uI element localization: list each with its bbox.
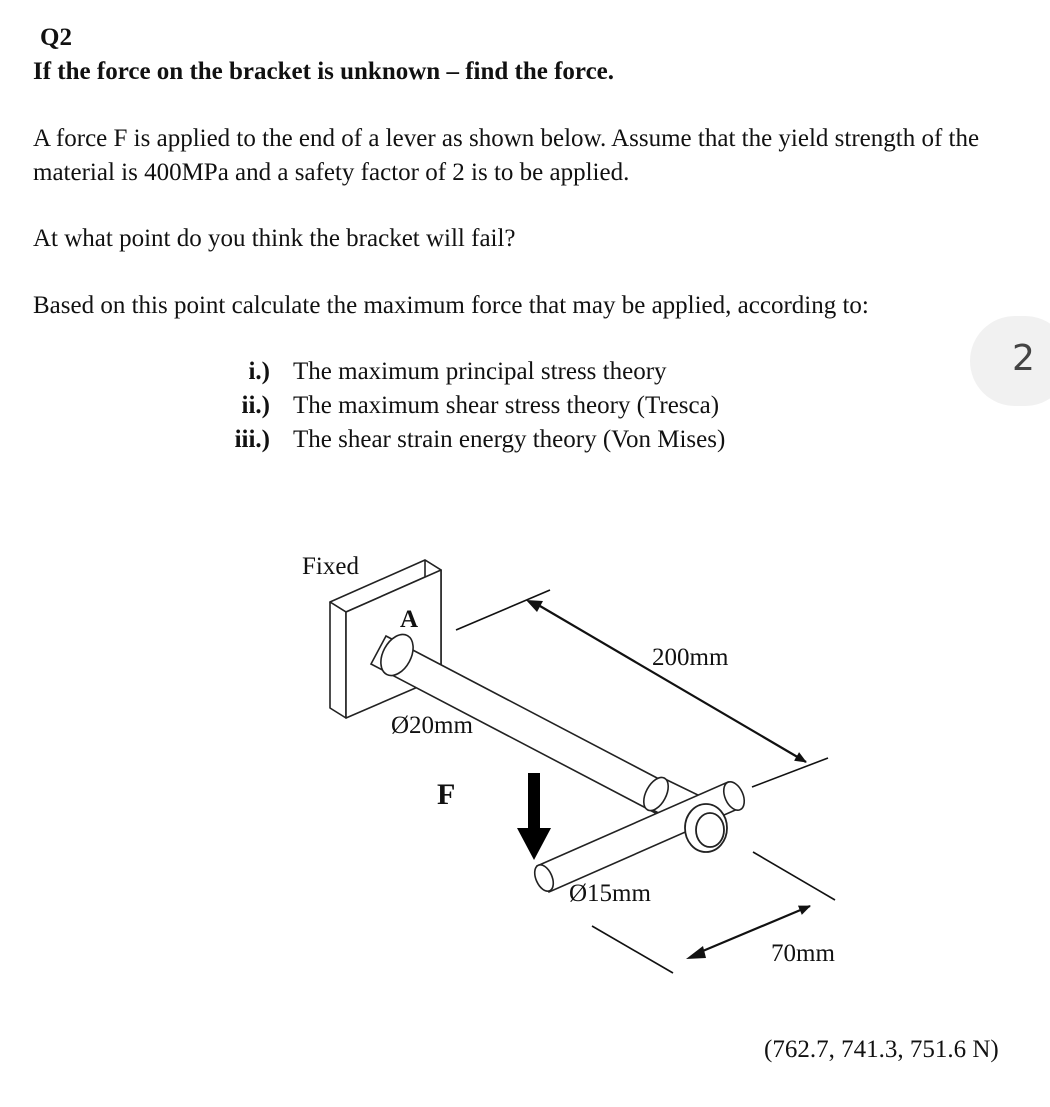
- theory-number: ii.): [241, 392, 270, 419]
- fixed-label: Fixed: [302, 553, 359, 580]
- theory-text: The maximum principal stress theory: [293, 358, 667, 385]
- force-arrow: [517, 773, 551, 860]
- question-number: Q2: [40, 24, 72, 51]
- lever-ring: [685, 804, 727, 852]
- lever-length-label: 70mm: [771, 940, 835, 967]
- answer-values: (762.7, 741.3, 751.6 N): [764, 1036, 999, 1063]
- problem-statement: A force F is applied to the end of a lever as shown below. Assume that the yield strength of the material is 400MPa and a safety factor of 2 is to be applied.: [33, 125, 980, 186]
- theory-text: The maximum shear stress theory (Tresca): [293, 392, 720, 419]
- page-number-text: 2: [1012, 338, 1035, 379]
- theory-text: The shear strain energy theory (Von Mises): [293, 426, 726, 453]
- point-a-label: A: [400, 606, 419, 633]
- main-diameter-label: Ø20mm: [391, 712, 473, 739]
- force-label: F: [437, 778, 456, 811]
- length-label: 200mm: [652, 644, 729, 671]
- calculation-instruction: Based on this point calculate the maximum force that may be applied, according to:: [33, 292, 869, 319]
- theory-number: iii.): [234, 426, 270, 453]
- length-dimension: [456, 590, 828, 787]
- question-heading: If the force on the bracket is unknown – find the force.: [33, 58, 615, 85]
- failure-point-question: At what point do you think the bracket will fail?: [33, 225, 516, 252]
- theory-number: i.): [248, 358, 270, 385]
- lever-diameter-label: Ø15mm: [569, 880, 651, 907]
